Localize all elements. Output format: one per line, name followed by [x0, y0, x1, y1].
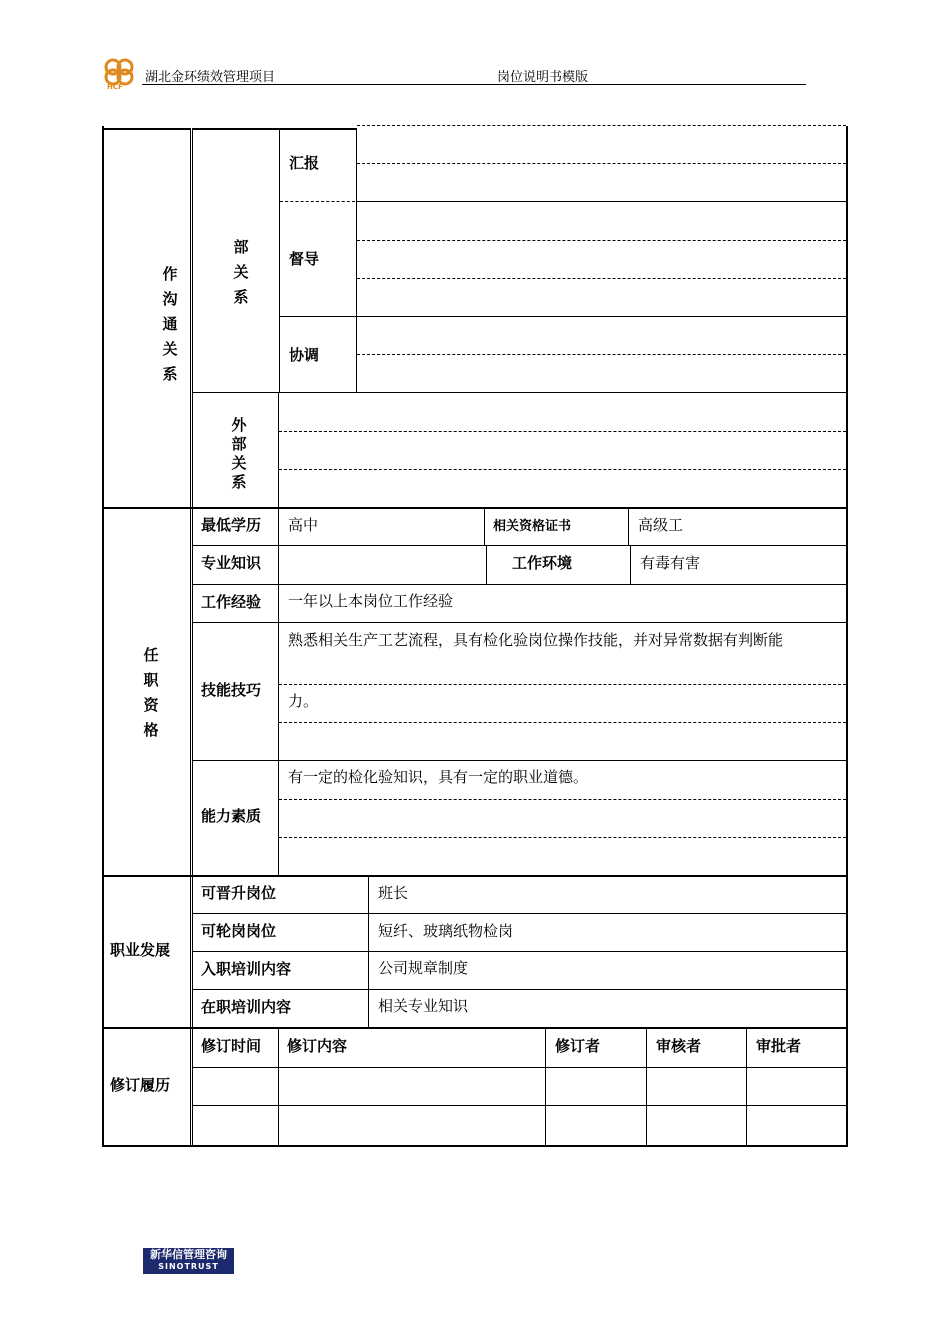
ability-label: 能力素质 — [201, 807, 262, 825]
revision-header-approver: 审批者 — [756, 1037, 802, 1055]
education-value: 高中 — [288, 516, 319, 534]
coordinate-label: 协调 — [289, 346, 320, 364]
logo-text: HCF — [107, 83, 123, 91]
footer-brand-en: SINOTRUST — [158, 1262, 219, 1271]
skill-value-line2: 力。 — [288, 692, 319, 710]
report-label: 汇报 — [289, 154, 320, 172]
internal-relations-label: 部关系 — [233, 238, 249, 306]
onjob-label: 在职培训内容 — [201, 998, 292, 1016]
onjob-value: 相关专业知识 — [378, 997, 469, 1015]
footer-brand-cn: 新华信管理咨询 — [150, 1248, 227, 1261]
revision-header-reviewer: 审核者 — [656, 1037, 702, 1055]
external-relations-label: 外部关系 — [231, 416, 247, 491]
footer-logo — [143, 1248, 234, 1274]
supervise-label: 督导 — [289, 250, 320, 268]
certificate-value: 高级工 — [638, 516, 684, 534]
environment-label: 工作环境 — [512, 554, 573, 572]
header-project: 湖北金环绩效管理项目 — [145, 70, 276, 85]
environment-value: 有毒有害 — [640, 554, 701, 572]
header-doc-title: 岗位说明书模版 — [497, 70, 589, 85]
promote-label: 可晋升岗位 — [201, 884, 277, 902]
skill-label: 技能技巧 — [201, 681, 262, 699]
revision-header-time: 修订时间 — [201, 1037, 262, 1055]
section-communication: 作沟通关系 — [162, 265, 178, 383]
revision-header-reviser: 修订者 — [555, 1037, 601, 1055]
header-rule — [142, 84, 806, 85]
ability-value: 有一定的检化验知识，具有一定的职业道德。 — [288, 768, 589, 786]
experience-value: 一年以上本岗位工作经验 — [288, 592, 454, 610]
section-revision: 修订履历 — [110, 1076, 171, 1094]
company-logo — [101, 55, 137, 91]
certificate-label: 相关资格证书 — [493, 519, 572, 534]
skill-value-line1: 熟悉相关生产工艺流程，具有检化验岗位操作技能，并对异常数据有判断能 — [288, 631, 784, 649]
induction-label: 入职培训内容 — [201, 960, 292, 978]
rotate-label: 可轮岗岗位 — [201, 922, 277, 940]
rotate-value: 短纤、玻璃纸物检岗 — [378, 922, 514, 940]
promote-value: 班长 — [378, 884, 409, 902]
education-label: 最低学历 — [201, 516, 262, 534]
section-career: 职业发展 — [110, 941, 171, 959]
knowledge-label: 专业知识 — [201, 554, 262, 572]
experience-label: 工作经验 — [201, 593, 262, 611]
revision-header-content: 修订内容 — [287, 1037, 348, 1055]
section-qualification: 任职资格 — [143, 646, 159, 739]
induction-value: 公司规章制度 — [378, 959, 469, 977]
